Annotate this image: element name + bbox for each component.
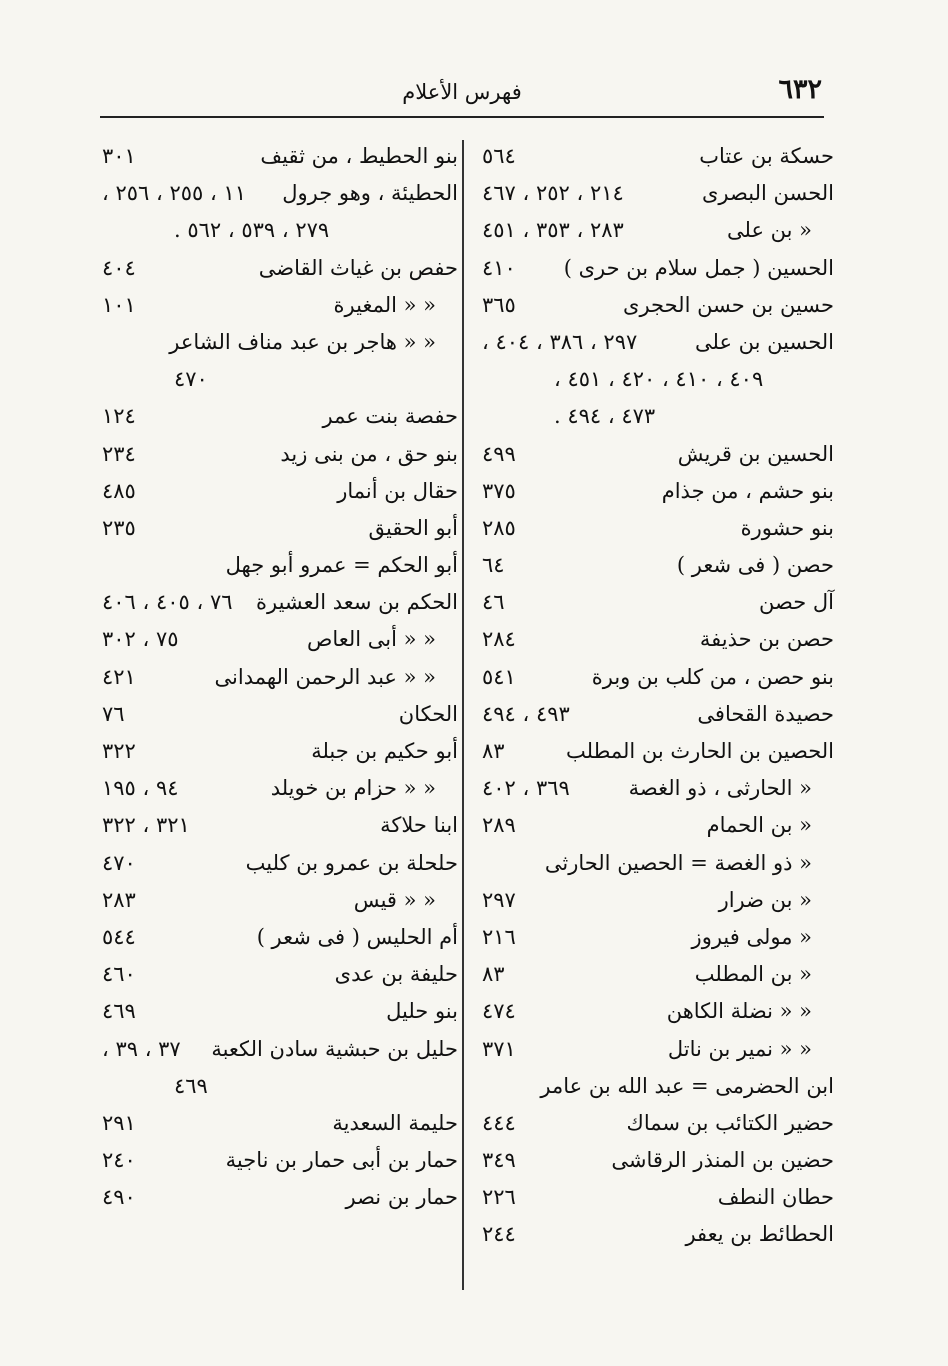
- index-entry: [96, 436, 458, 473]
- entry-pages: ٢٣٤: [102, 441, 136, 466]
- index-entry: [96, 882, 458, 919]
- entry-pages: ٧٥ ، ٣٠٢: [102, 627, 179, 652]
- index-entry: [96, 547, 458, 584]
- entry-pages: ٥٤١: [482, 664, 516, 689]
- entry-pages: ٢٤٤: [482, 1222, 516, 1247]
- entry-pages: ٢٩٧: [482, 887, 516, 912]
- entry-name: ابنا حلاكة: [380, 813, 458, 838]
- entry-pages: ٣٧ ، ٣٩ ،: [102, 1036, 181, 1061]
- entry-pages: ٥٦٤: [482, 144, 516, 168]
- entry-name: « « عبد الرحمن الهمدانى: [214, 664, 436, 689]
- entry-name: « « هاجر بن عبد مناف الشاعر: [169, 329, 436, 354]
- entry-pages: ١٠١: [102, 292, 136, 317]
- entry-name: حمار بن أبى حمار بن ناجية: [225, 1148, 458, 1173]
- entry-pages: ٩٤ ، ١٩٥: [102, 776, 179, 801]
- entry-pages: ١٢٤: [102, 404, 136, 429]
- entry-pages: ٣٢١ ، ٣٢٢: [102, 813, 190, 838]
- index-entry: [476, 993, 834, 1030]
- index-entry: [476, 1142, 834, 1179]
- index-entry: [476, 175, 834, 212]
- entry-name: « مولى فيروز: [691, 924, 812, 949]
- index-entry: [476, 956, 834, 993]
- entry-name: حلحلة بن عمرو بن كليب: [245, 850, 458, 875]
- index-entry: [476, 807, 834, 844]
- header-title: فهرس الأعلام: [402, 80, 522, 104]
- entry-pages: ٧٦ ، ٤٠٥ ، ٤٠٦: [102, 590, 233, 615]
- entry-pages: ٦٤: [482, 553, 505, 578]
- entry-name: « بن ضرار: [718, 887, 812, 912]
- left-column: [96, 138, 458, 1216]
- entry-name: « « نضلة الكاهن: [666, 999, 812, 1024]
- entry-pages: ٢٨٤: [482, 627, 516, 652]
- entry-pages: ٣٧٥: [482, 478, 516, 503]
- entry-name: الحطائط بن يعفر: [685, 1222, 834, 1247]
- entry-name: حصن بن حذيفة: [699, 627, 834, 652]
- entry-name: بنو حليل: [386, 999, 458, 1024]
- index-entry: [476, 770, 834, 807]
- entry-name: حفصة بنت عمر: [322, 404, 458, 429]
- entry-name: بنو حشم ، من جذام: [661, 478, 834, 503]
- entry-name: « بن المطلب: [694, 962, 812, 987]
- index-entry: [476, 882, 834, 919]
- entry-name: الحسين بن على: [694, 329, 834, 354]
- entry-pages: ٢٣٥: [102, 515, 136, 540]
- entry-pages: ٢١٦: [482, 924, 516, 949]
- page-header: [100, 74, 824, 118]
- index-entry: [476, 1179, 834, 1216]
- entry-pages: ٢٢٦: [482, 1185, 516, 1210]
- entry-pages: ٢٨٣ ، ٣٥٣ ، ٤٥١: [482, 218, 624, 243]
- entry-name: « « المغيرة: [333, 292, 436, 317]
- index-entry: [96, 733, 458, 770]
- entry-pages: ٣٢٢: [102, 739, 136, 763]
- entry-name: حليمة السعدية: [332, 1110, 458, 1135]
- index-entry: [476, 845, 834, 882]
- index-entry: [96, 212, 458, 249]
- entry-pages: ٢٩٧ ، ٣٨٦ ، ٤٠٤ ،: [482, 329, 638, 354]
- entry-pages: ٣٠١: [102, 144, 136, 168]
- entry-pages: ٨٣: [482, 962, 505, 987]
- entry-name: الحسن البصرى: [702, 181, 834, 206]
- index-entry: [96, 845, 458, 882]
- entry-name: أم الحليس ( فى شعر ): [256, 924, 458, 949]
- entry-pages: ٤١٠: [482, 255, 516, 280]
- entry-name: حفص بن غياث القاضى: [258, 255, 458, 280]
- index-entry: [96, 250, 458, 287]
- index-entry: [476, 659, 834, 696]
- entry-pages: ٤٩٠: [102, 1185, 136, 1210]
- entry-name: بنو حق ، من بنى زيد: [280, 441, 458, 466]
- entry-pages: ٤٠٤: [102, 255, 136, 280]
- entry-pages: ٢٨٥: [482, 515, 516, 540]
- entry-name: الحسين بن قريش: [677, 441, 834, 466]
- entry-pages: ٤٦٩: [102, 999, 136, 1024]
- entry-name: أبو الحكم = عمرو أبو جهل: [225, 553, 458, 578]
- index-entry: [476, 473, 834, 510]
- entry-name: آل حصن: [759, 590, 834, 615]
- entry-name: الحسين ( جمل سلام بن حرى ): [563, 255, 834, 280]
- index-entry: [476, 510, 834, 547]
- entry-pages: ٤٩٩: [482, 441, 516, 466]
- entry-name: أبو الحقيق: [368, 515, 458, 540]
- entry-pages: ٢٧٩ ، ٥٣٩ ، ٥٦٢ .: [174, 218, 330, 243]
- index-entry: [476, 584, 834, 621]
- entry-pages: ٤٧٣ ، ٤٩٤ .: [554, 404, 656, 429]
- entry-name: الحصين بن الحارث بن المطلب: [566, 739, 834, 763]
- entry-name: بنو الحطيط ، من ثقيف: [260, 144, 458, 168]
- entry-name: « الحارثى ، ذو الغصة: [628, 776, 812, 801]
- entry-name: ابن الحضرمى = عبد الله بن عامر: [540, 1073, 834, 1098]
- entry-name: حمار بن نصر: [345, 1185, 458, 1210]
- entry-pages: ٢٩١: [102, 1110, 136, 1135]
- index-entry: [476, 696, 834, 733]
- entry-name: حقال بن أنمار: [337, 478, 458, 503]
- index-entry: [96, 361, 458, 398]
- index-entry: [96, 621, 458, 658]
- entry-pages: ٤٨٥: [102, 478, 136, 503]
- entry-name: حضين بن المنذر الرقاشى: [611, 1148, 834, 1173]
- entry-pages: ٤٧٤: [482, 999, 516, 1024]
- index-entry: [96, 993, 458, 1030]
- entry-pages: ٣٦٩ ، ٤٠٢: [482, 776, 570, 801]
- entry-name: الحكم بن سعد العشيرة: [256, 590, 458, 615]
- index-entry: [96, 696, 458, 733]
- entry-name: « « أبى العاص: [306, 627, 436, 652]
- right-column: [476, 138, 834, 1254]
- index-entry: [476, 250, 834, 287]
- entry-pages: ٣٧١: [482, 1036, 516, 1061]
- entry-pages: ٤٠٩ ، ٤١٠ ، ٤٢٠ ، ٤٥١ ،: [554, 367, 764, 392]
- entry-pages: ٥٤٤: [102, 924, 136, 949]
- entry-name: حليل بن حبشية سادن الكعبة: [211, 1036, 458, 1061]
- index-entry: [96, 1031, 458, 1068]
- entry-pages: ٢٤٠: [102, 1148, 136, 1173]
- index-entry: [96, 473, 458, 510]
- index-entry: [96, 1179, 458, 1216]
- entry-pages: ٣٦٥: [482, 292, 516, 317]
- entry-name: الحكان: [398, 701, 458, 726]
- entry-pages: ٤٩٣ ، ٤٩٤: [482, 701, 570, 726]
- index-entry: [476, 398, 834, 435]
- index-entry: [96, 324, 458, 361]
- entry-pages: ٨٣: [482, 739, 505, 763]
- entry-name: حصيدة القحافى: [697, 701, 834, 726]
- entry-name: « بن على: [726, 218, 812, 243]
- entry-name: أبو حكيم بن جبلة: [311, 739, 458, 763]
- entry-name: حليفة بن عدى: [334, 962, 458, 987]
- entry-name: « « قيس: [353, 887, 436, 912]
- index-entry: [96, 807, 458, 844]
- index-entry: [476, 324, 834, 361]
- index-entry: [476, 287, 834, 324]
- entry-name: حسين بن حسن الحجرى: [623, 292, 834, 317]
- entry-pages: ٤٦: [482, 590, 505, 615]
- index-entry: [476, 1031, 834, 1068]
- index-entry: [476, 1216, 834, 1253]
- index-entry: [96, 659, 458, 696]
- entry-pages: ٣٤٩: [482, 1148, 516, 1173]
- index-entry: [96, 510, 458, 547]
- index-entry: [476, 1105, 834, 1142]
- index-entry: [96, 956, 458, 993]
- entry-name: « بن الحمام: [706, 813, 812, 838]
- index-entry: [476, 919, 834, 956]
- entry-pages: ٤٤٤: [482, 1110, 516, 1135]
- index-entry: [96, 1142, 458, 1179]
- index-entry: [96, 584, 458, 621]
- index-entry: [96, 398, 458, 435]
- entry-pages: ٢٨٩: [482, 813, 516, 838]
- entry-name: حضير الكتائب بن سماك: [626, 1110, 834, 1135]
- entry-pages: ٤٧٠: [102, 850, 136, 875]
- index-entry: [96, 138, 458, 175]
- index-entry: [96, 1105, 458, 1142]
- entry-name: حسكة بن عتاب: [699, 144, 834, 168]
- index-entry: [476, 547, 834, 584]
- index-entry: [476, 621, 834, 658]
- index-entry: [96, 919, 458, 956]
- entry-name: « « نمير بن ناتل: [667, 1036, 812, 1061]
- entry-pages: ٢١٤ ، ٢٥٢ ، ٤٦٧: [482, 181, 624, 206]
- index-entry: [96, 175, 458, 212]
- entry-name: بنو حصن ، من كلب بن وبرة: [591, 664, 834, 689]
- entry-pages: ١١ ، ٢٥٥ ، ٢٥٦ ،: [102, 181, 246, 206]
- entry-name: الحطيئة ، وهو جرول: [282, 181, 458, 206]
- index-entry: [96, 770, 458, 807]
- index-entry: [476, 212, 834, 249]
- entry-pages: ٢٨٣: [102, 887, 136, 912]
- entry-name: بنو حشورة: [740, 515, 834, 540]
- entry-name: « ذو الغصة = الحصين الحارثى: [544, 850, 812, 875]
- index-entry: [96, 1068, 458, 1105]
- index-entry: [476, 733, 834, 770]
- entry-name: حصن ( فى شعر ): [676, 553, 834, 578]
- entry-pages: ٤٦٩: [174, 1073, 208, 1098]
- entry-pages: ٧٦: [102, 701, 125, 726]
- index-entry: [476, 1068, 834, 1105]
- page-number: ٦٣٢: [778, 74, 822, 105]
- entry-pages: ٤٦٠: [102, 962, 136, 987]
- entry-pages: ٤٧٠: [174, 367, 208, 392]
- entry-pages: ٤٢١: [102, 664, 136, 689]
- entry-name: حطان النطف: [717, 1185, 834, 1210]
- column-divider: [462, 140, 464, 1290]
- index-entry: [476, 138, 834, 175]
- index-entry: [476, 436, 834, 473]
- index-entry: [476, 361, 834, 398]
- entry-name: « « حزام بن خويلد: [270, 776, 436, 801]
- index-entry: [96, 287, 458, 324]
